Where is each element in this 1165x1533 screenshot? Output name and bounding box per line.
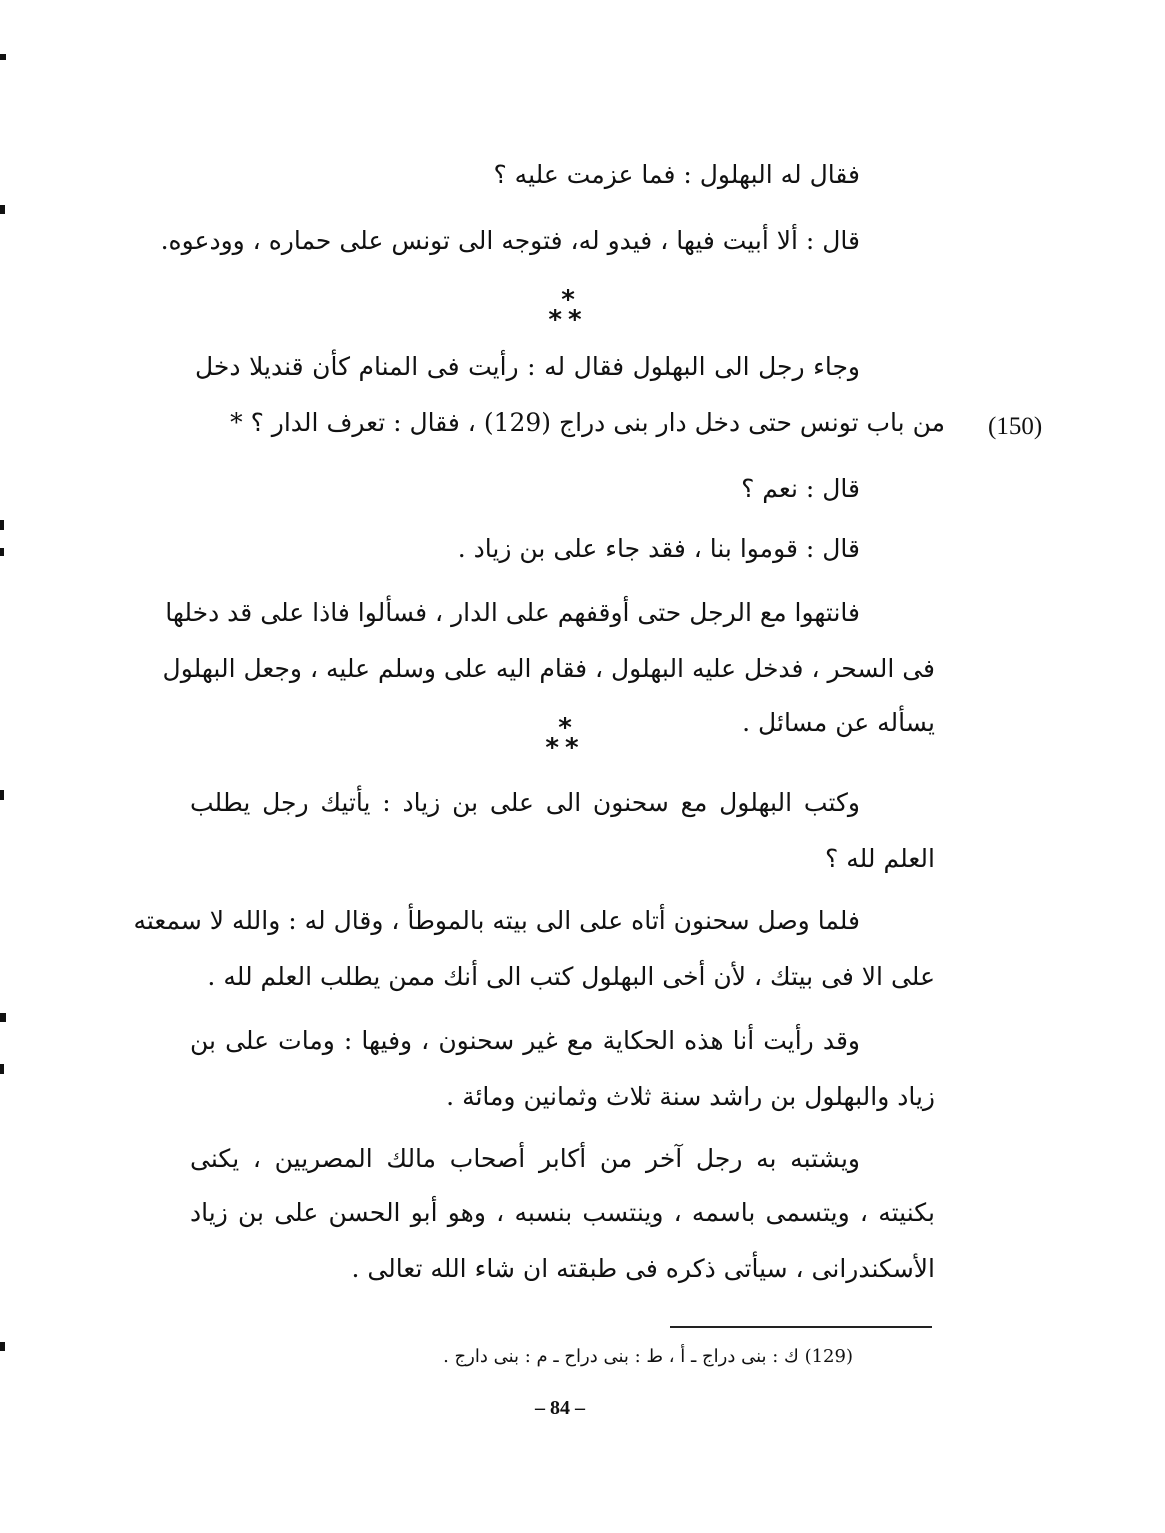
text-line: فقال له البهلول : فما عزمت عليه ؟ bbox=[493, 160, 860, 189]
separator-stars: ** bbox=[548, 305, 588, 335]
text-line: وقد رأيت أنا هذه الحكاية مع غير سحنون ، وفيها : ومات على بن bbox=[190, 1026, 860, 1055]
scan-mark bbox=[0, 205, 5, 214]
text-line: فلما وصل سحنون أتاه على الى بيته بالموطأ ، وقال له : والله لا سمعته bbox=[133, 906, 860, 935]
text-line: وجاء رجل الى البهلول فقال له : رأيت فى المنام كأن قنديلا دخل bbox=[195, 352, 860, 381]
scan-mark bbox=[0, 548, 4, 556]
scan-mark bbox=[0, 520, 4, 530]
separator-star: * bbox=[561, 285, 575, 315]
text-line: العلم لله ؟ bbox=[825, 844, 935, 873]
section-separator bbox=[538, 285, 598, 335]
text-line: ويشتبه به رجل آخر من أكابر أصحاب مالك المصريين ، يكنى bbox=[190, 1144, 860, 1173]
text-line: قال : ألا أبيت فيها ، فيدو له، فتوجه الى تونس على حماره ، وودعوه. bbox=[160, 226, 860, 255]
scan-mark bbox=[0, 1013, 6, 1022]
margin-number: (150) bbox=[988, 413, 1043, 440]
text-line: الأسكندرانى ، سيأتى ذكره فى طبقته ان شاء الله تعالى . bbox=[351, 1254, 935, 1283]
section-separator bbox=[535, 713, 595, 763]
scan-mark bbox=[0, 790, 4, 800]
text-line: فى السحر ، فدخل عليه البهلول ، فقام اليه على وسلم عليه ، وجعل البهلول bbox=[162, 654, 935, 683]
text-line: على الا فى بيتك ، لأن أخى البهلول كتب الى أنك ممن يطلب العلم لله . bbox=[207, 962, 935, 991]
text-line: بكنيته ، ويتسمى باسمه ، وينتسب بنسبه ، وهو أبو الحسن على بن زياد bbox=[190, 1198, 935, 1227]
separator-stars: ** bbox=[545, 733, 585, 763]
separator-star: * bbox=[558, 713, 572, 743]
text-line: زياد والبهلول بن راشد سنة ثلاث وثمانين ومائة . bbox=[446, 1082, 935, 1111]
scan-mark bbox=[0, 54, 6, 60]
footnote: (129) ك : بنى دراج ـ أ ، ط : بنى دراح ـ م : بنى دارج . bbox=[443, 1346, 853, 1367]
text-line: قال : نعم ؟ bbox=[741, 474, 860, 503]
text-line: وكتب البهلول مع سحنون الى على بن زياد : يأتيك رجل يطلب bbox=[190, 788, 860, 817]
text-line: فانتهوا مع الرجل حتى أوقفهم على الدار ، فسألوا فاذا على قد دخلها bbox=[165, 598, 860, 627]
text-line: يسأله عن مسائل . bbox=[742, 708, 935, 737]
footnote-rule bbox=[670, 1326, 932, 1328]
scan-mark bbox=[0, 1342, 5, 1351]
scan-mark bbox=[0, 1064, 4, 1074]
text-line: قال : قوموا بنا ، فقد جاء على بن زياد . bbox=[457, 534, 860, 563]
text-line: من باب تونس حتى دخل دار بنى دراج (129) ، فقال : تعرف الدار ؟ * bbox=[230, 408, 945, 437]
page-number: – 84 – bbox=[535, 1397, 585, 1419]
